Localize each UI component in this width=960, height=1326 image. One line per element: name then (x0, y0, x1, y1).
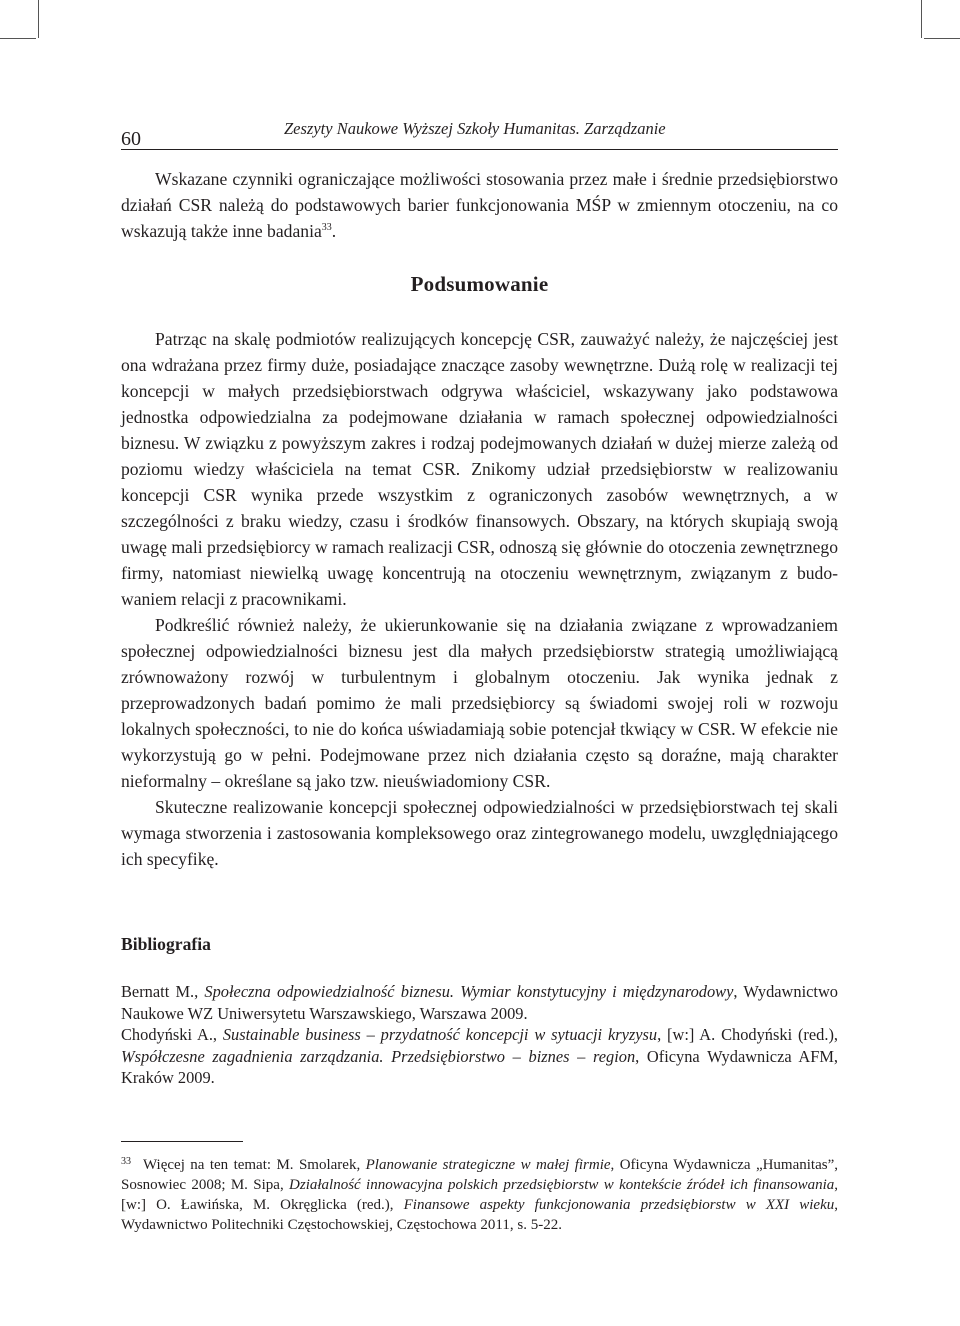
bib-author: Bernatt M., (121, 982, 205, 1001)
body-paragraph-2: Podkreślić również należy, że ukierunkowanie się na działania związane z wprowadzaniem społecznej odpowiedzialności biznesu jest dla małych przedsiębiorstw strategią umożliwiającą zrównoważony rozwój w turbulentnym i globalnym otoczeniu. Jak wynika jednak z przeprowadzonych badań pomimo że mali przedsiębiorcy są świadomi swojej roli w rozwoju lokalnych społeczności, to nie do końca uświadamiają sobie potencjał tkwiący w CSR. W efekcie nie wykorzystują go w pełni. Podejmowane przez nich działania często są doraźne, mają charakter nieformalny – określane są jako tzw. nieuświadomiony CSR. (121, 615, 838, 791)
bib-middle: , [w:] A. Chodyński (red.), (657, 1025, 839, 1044)
section-title: Podsumowanie (410, 272, 549, 296)
crop-mark-left-horizontal (0, 38, 36, 39)
bibliography-entry (121, 981, 838, 1024)
footnote-title: Działalność innowacyjna polskich przedsiębiorstw w kontekście źródeł ich finansowania (289, 1177, 835, 1193)
journal-title: Zeszyty Naukowe Wyższej Szkoły Humanitas. Zarządzanie (284, 119, 666, 138)
crop-mark-left-vertical (38, 0, 39, 38)
header-rule (121, 149, 838, 150)
crop-mark-right-vertical (921, 0, 922, 38)
bib-rest: , Oficyna Wydawnicza AFM, Kraków 2009. (121, 1046, 838, 1087)
footnote-ref: 33 (321, 222, 332, 233)
page-number: 60 (121, 128, 141, 150)
body-paragraph-1: Patrząc na skalę podmiotów realizujących koncepcję CSR, zauważyć należy, że najczęściej jest ona wdrażana przez firmy duże, posiadające znaczące zasoby wewnętrzne. Dużą rolę w realizacji tej koncepcji w małych przedsiębiorstwach odgrywa właściciel, wskazywany jako podstawowa jednostka odpowiedzialna za podejmowane działania w ramach społecznej odpowiedzialności biznesu. W związku z powyższym zakres i rodzaj podejmowanych działań w dużej mierze zależą od poziomu wiedzy właściciela na temat CSR. Znikomy udział przedsiębiorstw w realizowaniu koncepcji CSR wynika przede wszystkim z ograniczonych zasobów wewnętrznych, a w szczególności z braku wiedzy, czasu i środków finansowych. Obszary, na których skupiają swoją uwagę mali przedsiębiorcy w ramach realizacji CSR, odnoszą się głównie do otoczenia zewnętrznego firmy, natomiast niewielką uwagę koncentrują na otoczeniu wewnętrznym, związanym z budowaniem relacji z pracownikami. (121, 329, 838, 609)
bib-title: Sustainable business – przydatność koncepcji w sytuacji kryzysu (222, 1025, 658, 1044)
bib-title-2: Współczesne zagadnienia zarządzania. Przedsiębiorstwo – biznes – region (121, 1046, 636, 1066)
intro-paragraph (121, 166, 838, 244)
bib-author: Chodyński A., (121, 1025, 223, 1044)
footnote-text: Więcej na ten temat: M. Smolarek, (143, 1157, 366, 1173)
bib-title: Społeczna odpowiedzialność biznesu. Wymiar konstytucyjny i międzynarodowy (204, 982, 734, 1001)
bibliography-list (121, 981, 838, 1089)
running-head (121, 100, 838, 150)
footnote-text: , Wydawnictwo Politechniki Częstochowskiej, Częstochowa 2011, s. 5-22. (121, 1197, 838, 1233)
footnotes (121, 1141, 838, 1235)
bibliography-title: Bibliografia (121, 934, 211, 954)
footnote-text: , [w:] O. Ławińska, M. Okręglicka (red.), (121, 1177, 838, 1213)
body-paragraph-3: Skuteczne realizowanie koncepcji społecznej odpowiedzialności w przedsiębiorstwach tej skali wymaga stworzenia i zastosowania kompleksowego oraz zintegrowanego modelu, uwzględniającego ich specyfikę. (121, 797, 838, 869)
bibliography-entry (121, 1024, 838, 1089)
footnote-title: Finansowe aspekty funkcjonowania przedsiębiorstw w XXI wieku (403, 1197, 835, 1213)
page-content (121, 100, 838, 1089)
footnote-rule (121, 1141, 243, 1142)
bib-rest: , Wydawnictwo Naukowe WZ Uniwersytetu Warszawskiego, Warszawa 2009. (121, 982, 838, 1023)
footnote-33 (121, 1152, 838, 1235)
crop-mark-right-horizontal (924, 38, 960, 39)
footnote-title: Planowanie strategiczne w małej firmie (365, 1157, 611, 1173)
footnote-text: , Oficyna Wydawnicza „Humanitas”, Sosnowiec 2008; M. Sipa, (121, 1157, 838, 1193)
intro-end: . (331, 221, 337, 241)
intro-text: Wskazane czynniki ograniczające możliwości stosowania przez małe i średnie przedsiębiorstwo działań CSR należą do podstawowych barier funkcjonowania MŚP w zmiennym otoczeniu, na co wskazują także inne badania (121, 169, 838, 241)
footnote-number: 33 (121, 1156, 131, 1167)
